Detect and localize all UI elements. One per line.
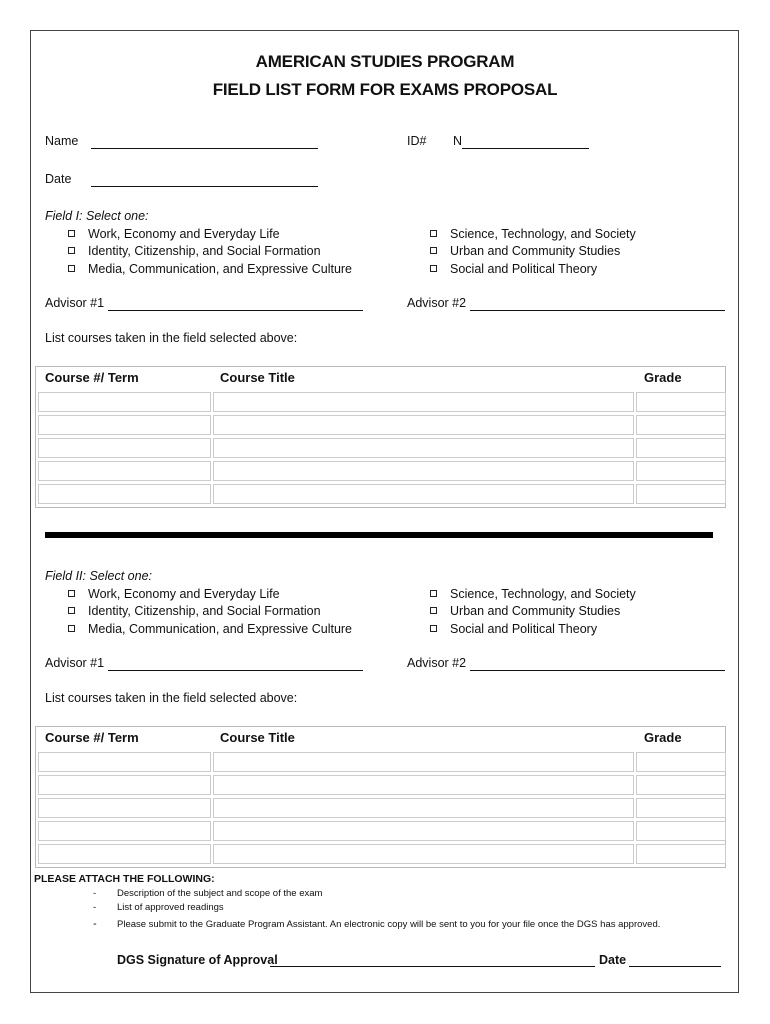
checkbox-icon[interactable] — [430, 247, 437, 254]
dgs-signature-label: DGS Signature of Approval — [117, 953, 278, 967]
id-label: ID# — [407, 134, 427, 148]
grade-cell[interactable] — [636, 461, 726, 481]
checkbox-icon[interactable] — [68, 590, 75, 597]
date-field[interactable] — [91, 186, 318, 187]
course-title-cell[interactable] — [213, 461, 634, 481]
checkbox-icon[interactable] — [68, 230, 75, 237]
field1-option[interactable]: Social and Political Theory — [430, 262, 597, 276]
field1-advisor1-field[interactable] — [108, 310, 363, 311]
field1-option[interactable]: Identity, Citizenship, and Social Formation — [68, 244, 321, 258]
checkbox-icon[interactable] — [68, 625, 75, 632]
field1-advisor2-field[interactable] — [470, 310, 725, 311]
course-title-cell[interactable] — [213, 392, 634, 412]
form-title-line1: AMERICAN STUDIES PROGRAM — [255, 52, 515, 71]
field2-courses-prompt: List courses taken in the field selected above: — [45, 691, 298, 705]
course-title-cell[interactable] — [213, 415, 634, 435]
field1-heading: Field I: Select one: — [45, 209, 149, 223]
field2-option[interactable]: Science, Technology, and Society — [430, 587, 636, 601]
field1-option[interactable]: Science, Technology, and Society — [430, 227, 636, 241]
attach-dash: - — [93, 918, 97, 930]
attach-heading: PLEASE ATTACH THE FOLLOWING: — [34, 873, 215, 885]
field2-option[interactable]: Media, Communication, and Expressive Culture — [68, 622, 352, 636]
field1-option[interactable]: Urban and Community Studies — [430, 244, 620, 258]
dgs-signature-field[interactable] — [270, 966, 595, 967]
col-course-term: Course #/ Term — [45, 370, 139, 385]
grade-cell[interactable] — [636, 392, 726, 412]
course-term-cell[interactable] — [38, 392, 211, 412]
field2-advisor2-label: Advisor #2 — [407, 656, 467, 670]
field1-advisor2-label: Advisor #2 — [407, 296, 467, 310]
attach-dash: - — [93, 888, 97, 899]
checkbox-icon[interactable] — [430, 230, 437, 237]
field2-option[interactable]: Identity, Citizenship, and Social Formation — [68, 604, 321, 618]
field2-option[interactable]: Urban and Community Studies — [430, 604, 620, 618]
course-title-cell[interactable] — [213, 844, 634, 864]
course-term-cell[interactable] — [38, 484, 211, 504]
grade-cell[interactable] — [636, 752, 726, 772]
course-title-cell[interactable] — [213, 752, 634, 772]
checkbox-icon[interactable] — [68, 265, 75, 272]
attach-item: Please submit to the Graduate Program Assistant. An electronic copy will be sent to you for your file once the DGS has approved. — [117, 919, 661, 930]
grade-cell[interactable] — [636, 415, 726, 435]
field2-course-table — [35, 726, 726, 868]
field1-course-table — [35, 366, 726, 508]
attach-item: Description of the subject and scope of the exam — [117, 888, 323, 899]
field2-option[interactable]: Work, Economy and Everyday Life — [68, 587, 280, 601]
course-term-cell[interactable] — [38, 461, 211, 481]
course-title-cell[interactable] — [213, 484, 634, 504]
course-term-cell[interactable] — [38, 438, 211, 458]
col-course-term: Course #/ Term — [45, 730, 139, 745]
grade-cell[interactable] — [636, 821, 726, 841]
attach-dash: - — [93, 902, 97, 913]
field1-advisor1-label: Advisor #1 — [45, 296, 105, 310]
course-title-cell[interactable] — [213, 821, 634, 841]
id-field[interactable] — [462, 148, 589, 149]
col-course-title: Course Title — [220, 730, 295, 745]
checkbox-icon[interactable] — [68, 607, 75, 614]
grade-cell[interactable] — [636, 775, 726, 795]
grade-cell[interactable] — [636, 438, 726, 458]
field2-advisor2-field[interactable] — [470, 670, 725, 671]
field2-advisor1-field[interactable] — [108, 670, 363, 671]
date-label: Date — [45, 172, 72, 186]
course-term-cell[interactable] — [38, 752, 211, 772]
field1-option[interactable]: Work, Economy and Everyday Life — [68, 227, 280, 241]
section-divider — [45, 532, 713, 538]
course-term-cell[interactable] — [38, 844, 211, 864]
col-grade: Grade — [644, 730, 682, 745]
course-term-cell[interactable] — [38, 775, 211, 795]
course-term-cell[interactable] — [38, 798, 211, 818]
grade-cell[interactable] — [636, 798, 726, 818]
field1-option[interactable]: Media, Communication, and Expressive Culture — [68, 262, 352, 276]
dgs-date-field[interactable] — [629, 966, 721, 967]
col-grade: Grade — [644, 370, 682, 385]
course-title-cell[interactable] — [213, 775, 634, 795]
field2-advisor1-label: Advisor #1 — [45, 656, 105, 670]
course-term-cell[interactable] — [38, 821, 211, 841]
form-title-line2: FIELD LIST FORM FOR EXAMS PROPOSAL — [212, 80, 558, 99]
checkbox-icon[interactable] — [430, 607, 437, 614]
field2-heading: Field II: Select one: — [45, 569, 153, 583]
course-term-cell[interactable] — [38, 415, 211, 435]
attach-item: List of approved readings — [117, 902, 224, 913]
field2-option[interactable]: Social and Political Theory — [430, 622, 597, 636]
id-prefix: N — [453, 134, 463, 148]
checkbox-icon[interactable] — [430, 265, 437, 272]
name-field[interactable] — [91, 148, 318, 149]
checkbox-icon[interactable] — [430, 590, 437, 597]
grade-cell[interactable] — [636, 844, 726, 864]
dgs-date-label: Date — [599, 953, 627, 967]
checkbox-icon[interactable] — [68, 247, 75, 254]
course-title-cell[interactable] — [213, 438, 634, 458]
col-course-title: Course Title — [220, 370, 295, 385]
course-title-cell[interactable] — [213, 798, 634, 818]
grade-cell[interactable] — [636, 484, 726, 504]
name-label: Name — [45, 134, 79, 148]
field1-courses-prompt: List courses taken in the field selected above: — [45, 331, 298, 345]
checkbox-icon[interactable] — [430, 625, 437, 632]
